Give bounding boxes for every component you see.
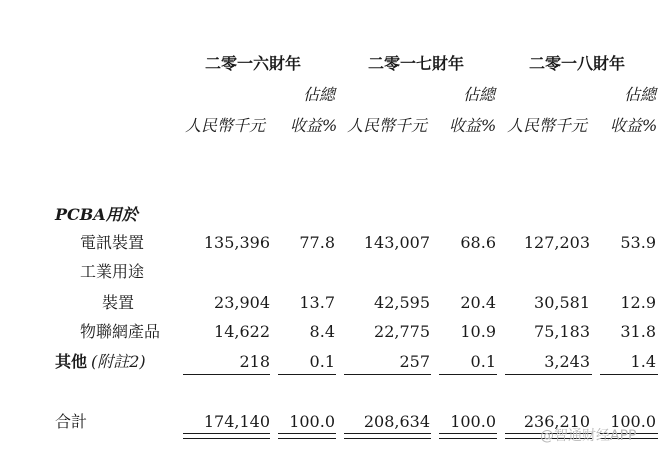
subtotal-rule-2016-amount	[183, 374, 270, 375]
cell-telecom-2018-amount: 127,203	[523, 233, 590, 252]
cell-others-2016-pct: 0.1	[309, 352, 335, 371]
pct-label-top-2018: 佔總	[624, 85, 657, 104]
subtotal-rule-2017-amount	[344, 374, 431, 375]
cell-total-2016-amount: 174,140	[203, 412, 270, 431]
total-rule-2016-pct	[278, 433, 336, 439]
total-rule-2017-pct	[439, 433, 497, 439]
cell-telecom-2016-pct: 77.8	[299, 233, 335, 252]
pct-label-bottom-2017: 收益%	[449, 116, 497, 135]
pct-label-bottom-2018: 收益%	[610, 116, 658, 135]
pct-label-top-2017: 佔總	[463, 85, 496, 104]
cell-devices-2018-pct: 12.9	[620, 293, 656, 312]
cell-total-2016-pct: 100.0	[289, 412, 335, 431]
cell-others-2018-pct: 1.4	[630, 352, 656, 371]
cell-total-2017-amount: 208,634	[363, 412, 430, 431]
pct-label-top-2016: 佔總	[303, 85, 336, 104]
cell-others-2018-amount: 3,243	[544, 352, 590, 371]
year-header-2018: 二零一八財年	[529, 54, 626, 73]
amount-label-2018: 人民幣千元	[507, 116, 588, 135]
cell-iot-2018-pct: 31.8	[620, 322, 656, 341]
row-label-industrial: 工業用途	[80, 262, 145, 281]
cell-iot-2016-pct: 8.4	[309, 322, 335, 341]
cell-telecom-2017-amount: 143,007	[363, 233, 430, 252]
cell-others-2017-pct: 0.1	[470, 352, 496, 371]
pct-label-bottom-2016: 收益%	[290, 116, 338, 135]
cell-devices-2017-amount: 42,595	[374, 293, 430, 312]
subtotal-rule-2016-pct	[278, 374, 336, 375]
row-label-others-note: (附註2)	[91, 352, 146, 371]
total-rule-2016-amount	[183, 433, 270, 439]
section-title: PCBA用於	[55, 205, 138, 224]
cell-total-2017-pct: 100.0	[450, 412, 496, 431]
row-label-devices: 裝置	[102, 293, 135, 312]
subtotal-rule-2018-pct	[600, 374, 658, 375]
cell-total-2018-pct: 100.0	[610, 412, 656, 431]
cell-telecom-2018-pct: 53.9	[620, 233, 656, 252]
cell-iot-2017-amount: 22,775	[374, 322, 430, 341]
subtotal-rule-2018-amount	[505, 374, 592, 375]
cell-iot-2017-pct: 10.9	[460, 322, 496, 341]
cell-telecom-2016-amount: 135,396	[203, 233, 270, 252]
amount-label-2016: 人民幣千元	[185, 116, 266, 135]
cell-devices-2018-amount: 30,581	[534, 293, 590, 312]
cell-iot-2018-amount: 75,183	[534, 322, 590, 341]
row-label-others: 其他	[55, 352, 88, 371]
cell-telecom-2017-pct: 68.6	[460, 233, 496, 252]
year-header-2017: 二零一七財年	[368, 54, 465, 73]
total-rule-2017-amount	[344, 433, 431, 439]
cell-devices-2017-pct: 20.4	[460, 293, 496, 312]
cell-iot-2016-amount: 14,622	[214, 322, 270, 341]
cell-devices-2016-pct: 13.7	[299, 293, 335, 312]
cell-others-2016-amount: 218	[239, 352, 270, 371]
cell-devices-2016-amount: 23,904	[214, 293, 270, 312]
row-label-telecom: 電訊裝置	[80, 233, 145, 252]
watermark: @智通财经APP	[540, 428, 637, 444]
row-label-total: 合計	[55, 412, 88, 431]
row-label-iot: 物聯網產品	[80, 322, 161, 341]
cell-total-2018-amount: 236,210	[523, 412, 590, 431]
subtotal-rule-2017-pct	[439, 374, 497, 375]
cell-others-2017-amount: 257	[399, 352, 430, 371]
year-header-2016: 二零一六財年	[205, 54, 302, 73]
amount-label-2017: 人民幣千元	[347, 116, 428, 135]
